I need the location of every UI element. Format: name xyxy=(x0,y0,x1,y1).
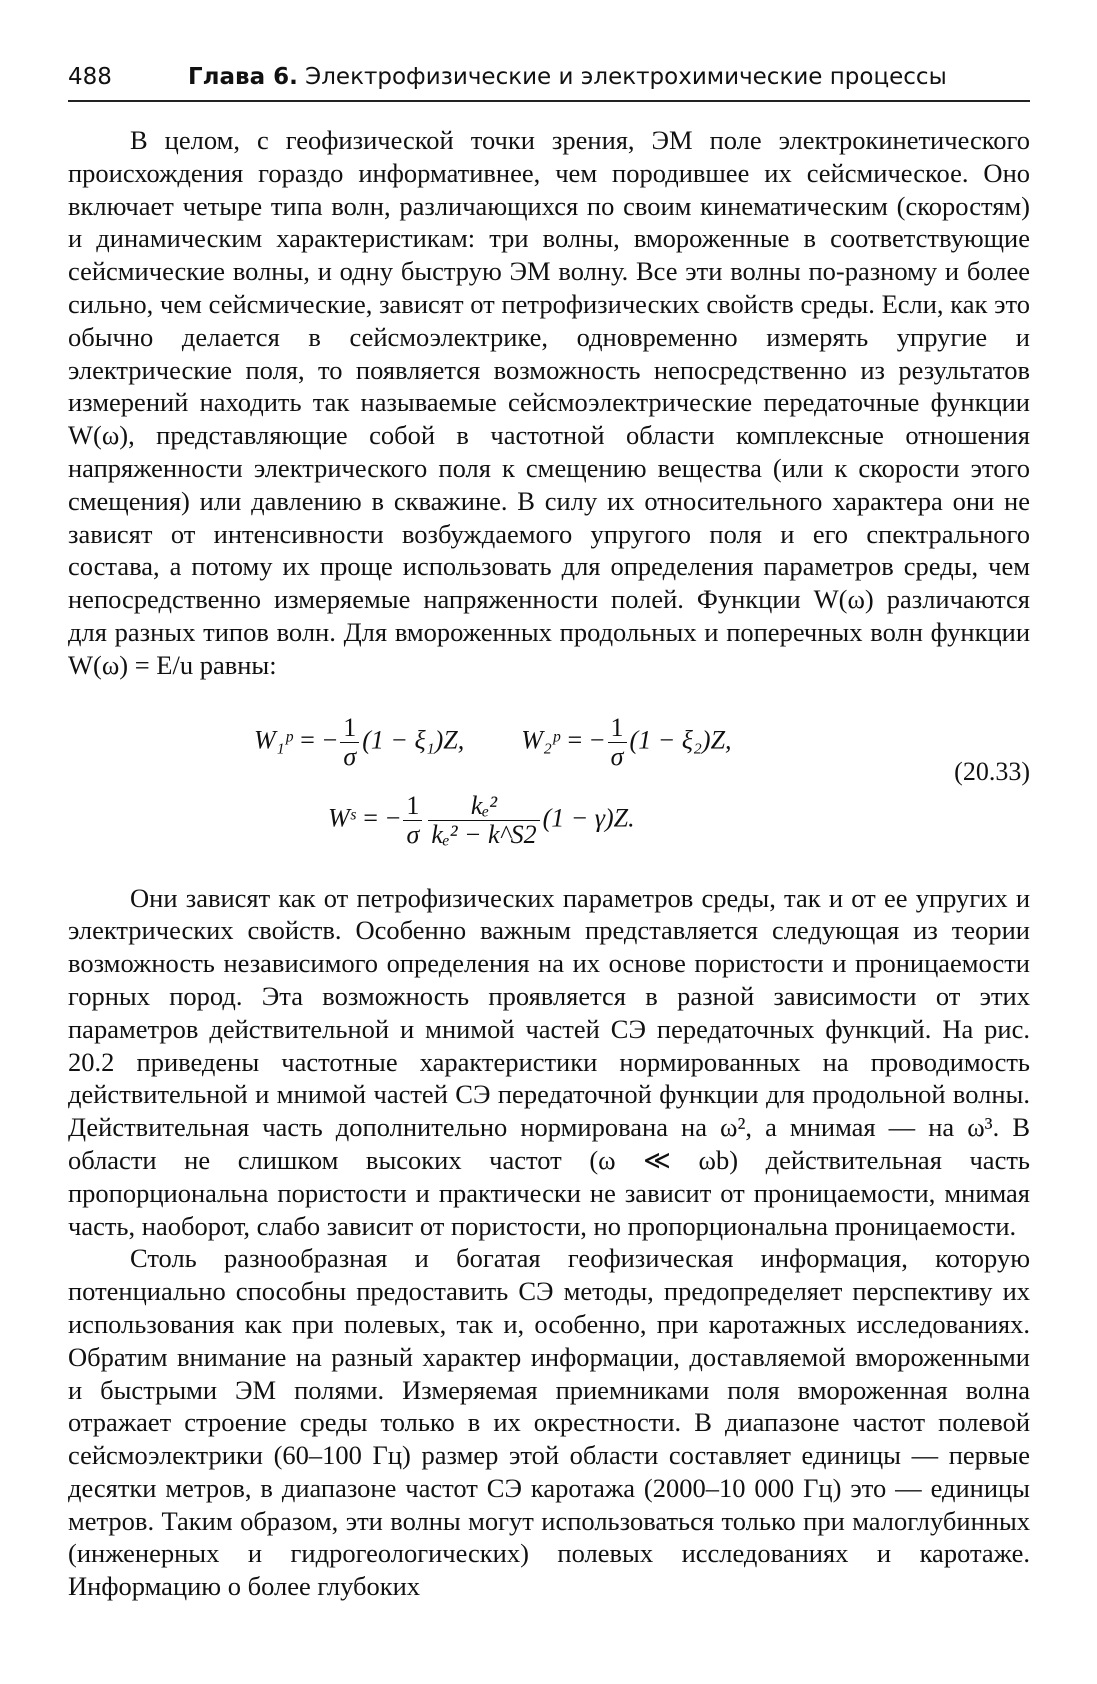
eq2-minus: − xyxy=(589,725,605,755)
eq2-denominator: σ xyxy=(610,741,624,771)
formula-line-1 xyxy=(254,714,732,771)
eq2-numerator: 1 xyxy=(608,714,627,743)
eq3-fraction-1 xyxy=(403,792,422,849)
eq2-rhs: (1 − ξ₂)Z, xyxy=(629,725,732,755)
running-header xyxy=(68,60,1030,102)
eq3-denominator-1: σ xyxy=(406,819,420,849)
eq1-minus: − xyxy=(322,725,338,755)
body-text xyxy=(68,124,1030,1603)
chapter-heading xyxy=(188,64,947,90)
paragraph-1: В целом, с геофизической точки зрения, ЭМ поле электрокинетического происхождения гораздо информативнее, чем породившее их сейсмическое. Оно включает четыре типа волн, различающихся по своим кинематическим (скоростям) и динамическим характеристикам: три волны, вмороженные в соответствующие сейсмические волны, и одну быструю ЭМ волну. Все эти волны по-разному и более сильно, чем сейсмические, зависят от петрофизических свойств среды. Если, как это обычно делается в сейсмоэлектрике, одновременно измерять упругие и электрические поля, то появляется возможность непосредственно из результатов измерений находить так называемые сейсмоэлектрические передаточные функции W(ω), представляющие собой в частотной области комплексные отношения напряженности электрического поля к смещению вещества (или к скорости этого смещения) или давлению в скважине. В силу их относительного характера они не зависят от интенсивности возбуждаемого упругого поля и его спектрального состава, а потому их проще использовать для определения параметров среды, чем непосредственно измеряемые напряженности полей. Функции W(ω) различаются для разных типов волн. Для вмороженных продольных и поперечных волн функции W(ω) = E/u равны: xyxy=(68,125,1030,680)
page-number: 488 xyxy=(68,64,112,90)
chapter-label: Глава 6. xyxy=(188,64,298,90)
chapter-title: Электрофизические и электрохимические процессы xyxy=(305,64,947,90)
eq3-numerator-2: kₑ² xyxy=(428,792,539,821)
eq2-lhs: W₂ᵖ = xyxy=(521,725,584,755)
eq3-minus: − xyxy=(385,803,401,833)
paragraph-3: Столь разнообразная и богатая геофизическая информация, которую потенциально способны предоставить СЭ методы, предопределяет перспективу их использования как при полевых, так и, особенно, при каротажных исследованиях. Обратим внимание на разный характер информации, доставляемой вмороженными и быстрыми ЭМ полями. Измеряемая приемниками поля вмороженная волна отражает строение среды только в их окрестности. В диапазоне частот полевой сейсмоэлектрики (60–100 Гц) размер этой области составляет единицы — первые десятки метров, в диапазоне частот СЭ каротажа (2000–10 000 Гц) это — единицы метров. Таким образом, эти волны могут использоваться только при малоглубинных (инженерных и гидрогеологических) полевых исследованиях и каротаже. Информацию о более глубоких xyxy=(68,1243,1030,1602)
eq1-rhs: (1 − ξ₁)Z, xyxy=(362,725,465,755)
eq3-rhs: (1 − γ)Z. xyxy=(542,803,635,833)
eq3-lhs: Wˢ = xyxy=(328,803,380,833)
eq2-fraction xyxy=(608,714,627,771)
eq1-lhs: W₁ᵖ = xyxy=(254,725,317,755)
paragraph-2: Они зависят как от петрофизических параметров среды, так и от ее упругих и электрических свойств. Особенно важным представляется следующая из теории возможность независимого определения на их основе пористости и проницаемости горных пород. Эта возможность проявляется в разной зависимости от этих параметров действительной и мнимой частей СЭ передаточных функций. На рис. 20.2 приведены частотные характеристики нормированных на проводимость действительной и мнимой частей СЭ передаточной функции для продольной волны. Действительная часть дополнительно нормирована на ω², а мнимая — на ω³. В области не слишком высоких частот (ω ≪ ωb) действительная часть пропорциональна пористости и практически не зависит от проницаемости, мнимая часть, наоборот, слабо зависит от пористости, но пропорциональна проницаемости. xyxy=(68,882,1030,1241)
formula-line-2 xyxy=(328,792,635,849)
eq3-fraction-2 xyxy=(428,792,539,849)
eq1-numerator: 1 xyxy=(340,714,359,743)
equation-number: (20.33) xyxy=(954,756,1030,786)
eq1-fraction xyxy=(340,714,359,771)
formula-20-33 xyxy=(68,694,1030,872)
eq3-denominator-2: kₑ² − k^S2 xyxy=(431,819,537,849)
eq1-denominator: σ xyxy=(343,741,357,771)
eq3-numerator-1: 1 xyxy=(403,792,422,821)
